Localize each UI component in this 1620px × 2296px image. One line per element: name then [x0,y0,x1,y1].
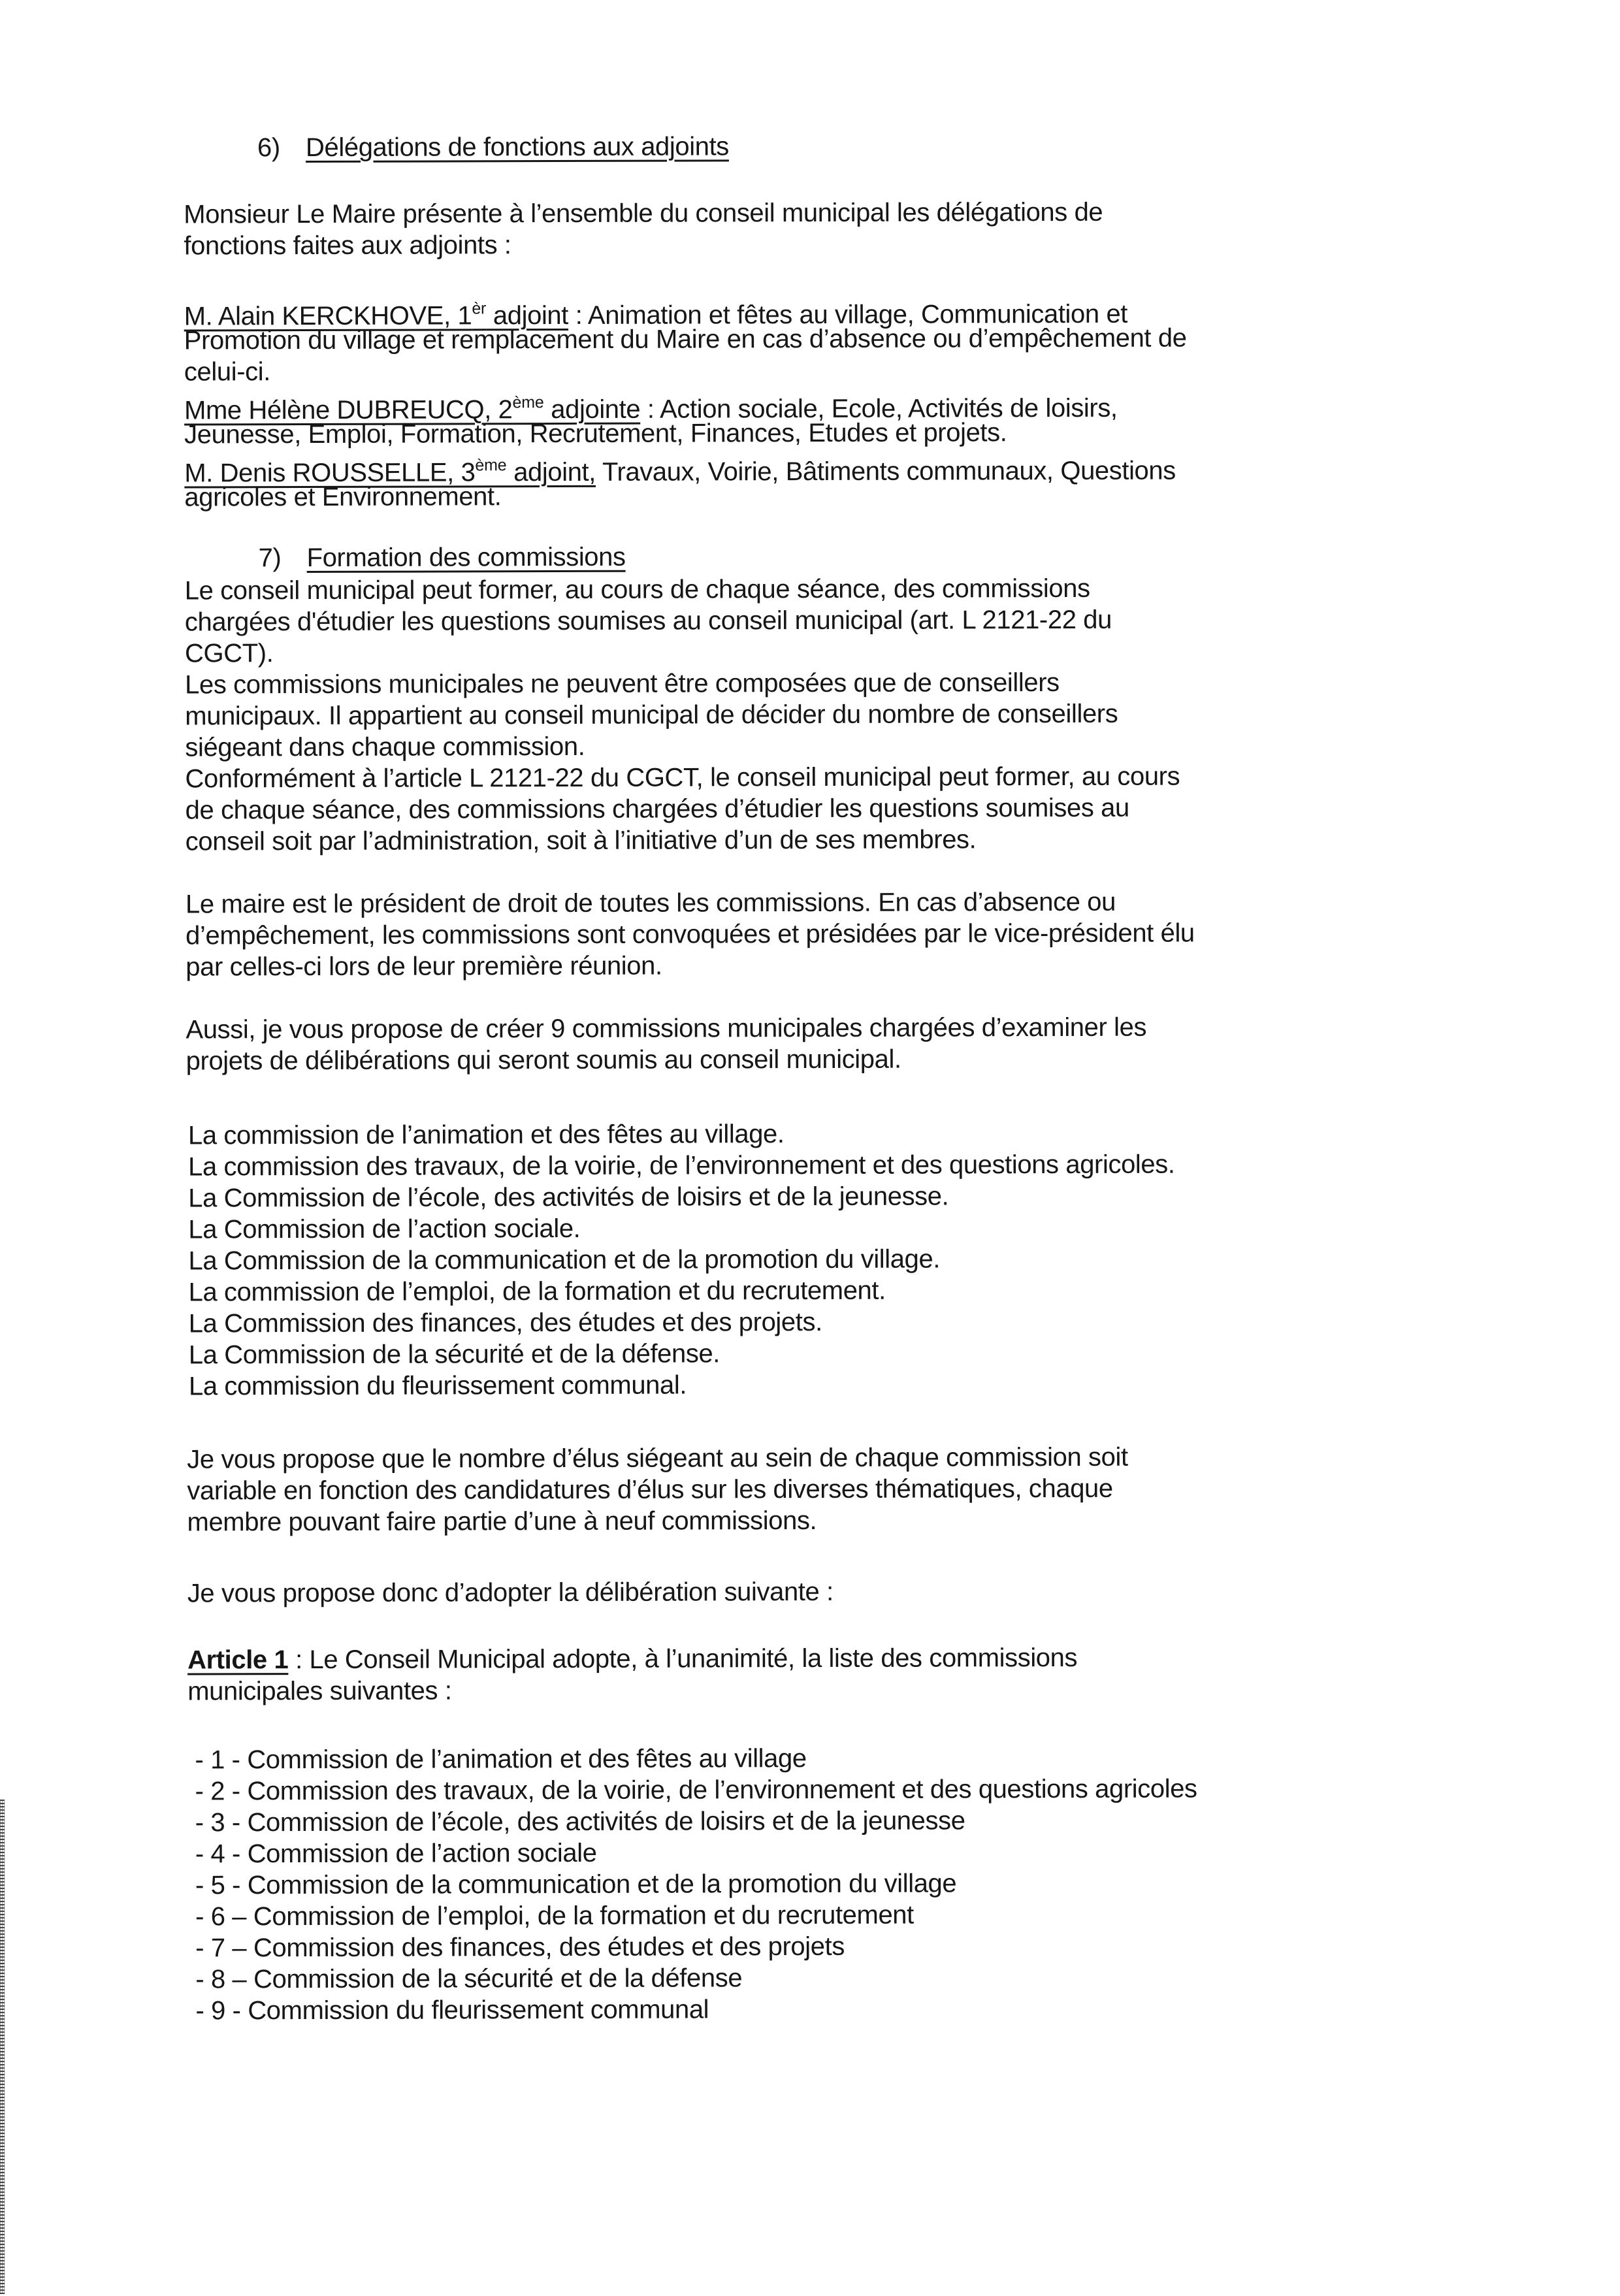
text-line: Monsieur Le Maire présente à l’ensemble du conseil municipal les délégations de [184,197,1103,229]
text-line: - 4 - Commission de l’action sociale [195,1838,597,1869]
text-line: La Commission de la communication et de la promotion du village. [188,1244,941,1276]
text-line: Je vous propose donc d’adopter la délibération suivante : [187,1577,834,1608]
text-line: - 7 – Commission des finances, des études et des projets [195,1932,845,1963]
text-line: - 5 - Commission de la communication et de la promotion du village [195,1869,957,1900]
text-line [306,131,729,163]
text-line: de chaque séance, des commissions chargées d’étudier les questions soumises au [185,793,1129,825]
text-line: d’empêchement, les commissions sont convoquées et présidées par le vice-président élu [186,918,1195,950]
text-line: - 6 – Commission de l’emploi, de la formation et du recrutement [195,1900,914,1932]
scan-edge-artifact [0,1800,5,2294]
text-line: La Commission de l’école, des activités de loisirs et de la jeunesse. [188,1182,949,1213]
text-line: Aussi, je vous propose de créer 9 commissions municipales chargées d’examiner les [186,1012,1147,1044]
text-line: - 9 - Commission du fleurissement communal [195,1995,709,2026]
text-line: municipales suivantes : [187,1676,452,1706]
text-line: celui-ci. [184,357,270,387]
underlined-text: Formation des commissions [306,542,626,573]
text-line: municipaux. Il appartient au conseil municipal de décider du nombre de conseillers [185,699,1118,731]
text-line: - 8 – Commission de la sécurité et de la défense [195,1964,743,1994]
text-line: La commission du fleurissement communal. [188,1370,687,1401]
text-line: La Commission de l’action sociale. [188,1214,581,1244]
text-line: 6) [257,133,280,163]
text-line: Le maire est le président de droit de toutes les commissions. En cas d’absence ou [185,887,1116,919]
underlined-text: M. Denis ROUSSELLE, 3ème adjoint, [184,456,596,488]
text-line: Conformément à l’article L 2121-22 du CGCT, le conseil municipal peut former, au cours [185,762,1180,794]
text-line: membre pouvant faire partie d’une à neuf commissions. [187,1506,817,1537]
text-line: siégeant dans chaque commission. [185,732,585,762]
text-line: Je vous propose que le nombre d’élus siégeant au sein de chaque commission soit [187,1442,1128,1474]
text-line: par celles-ci lors de leur première réunion. [186,951,662,982]
text-line: conseil soit par l’administration, soit à l’initiative d’un de ses membres. [185,825,977,856]
text-line: 7) [258,543,282,573]
text-line: agricoles et Environnement. [184,482,502,512]
text-line: - 1 - Commission de l’animation et des fêtes au village [195,1744,807,1775]
text-line: CGCT). [184,639,274,668]
text-line: Article 1 : Le Conseil Municipal adopte, à l’unanimité, la liste des commissions [187,1643,1078,1675]
text-line [307,542,626,574]
underlined-text: Mme Hélène DUBREUCQ, 2ème adjointe [184,393,641,425]
text-line: variable en fonction des candidatures d’élus sur les diverses thématiques, chaque [187,1474,1113,1506]
text-line: Mme Hélène DUBREUCQ, 2ème adjointe : Action sociale, Ecole, Activités de loisirs, [184,393,1118,425]
text-line: Promotion du village et remplacement du Maire en cas d’absence ou d’empêchement de [184,323,1187,355]
text-line: Les commissions municipales ne peuvent être composées que de conseillers [185,668,1060,700]
text-line: projets de délibérations qui seront soumis au conseil municipal. [186,1044,901,1076]
text-line: La commission de l’animation et des fêtes au village. [187,1120,785,1150]
text-line: chargées d'étudier les questions soumises au conseil municipal (art. L 2121-22 du [184,605,1112,637]
text-line: La Commission des finances, des études et des projets. [188,1307,822,1338]
underlined-text: M. Alain KERCKHOVE, $1^{èr}$ adjoint [184,299,569,331]
text-line: - 2 - Commission des travaux, de la voirie, de l’environnement et des questions agricoles [195,1774,1197,1806]
text-line: La commission de l’emploi, de la formation et du recrutement. [188,1276,886,1307]
text-line: - 3 - Commission de l’école, des activités de loisirs et de la jeunesse [195,1806,965,1837]
text-line: La Commission de la sécurité et de la défense. [188,1339,721,1370]
text-line: M. Alain KERCKHOVE, $1^{èr}$ adjoint : Animation et fêtes au village, Communication et [184,299,1128,331]
underlined-text: Article 1 [187,1645,289,1675]
text-line: Jeunesse, Emploi, Formation, Recrutement, Finances, Etudes et projets. [184,418,1007,449]
underlined-text: Délégations de fonctions aux adjoints [305,132,729,163]
text-line: M. Denis ROUSSELLE, 3ème adjoint, Travaux, Voirie, Bâtiments communaux, Questions [184,456,1176,488]
text-line: fonctions faites aux adjoints : [184,231,511,261]
text-line: La commission des travaux, de la voirie, de l’environnement et des questions agricoles. [188,1150,1175,1182]
text-line: Le conseil municipal peut former, au cours de chaque séance, des commissions [184,574,1090,606]
